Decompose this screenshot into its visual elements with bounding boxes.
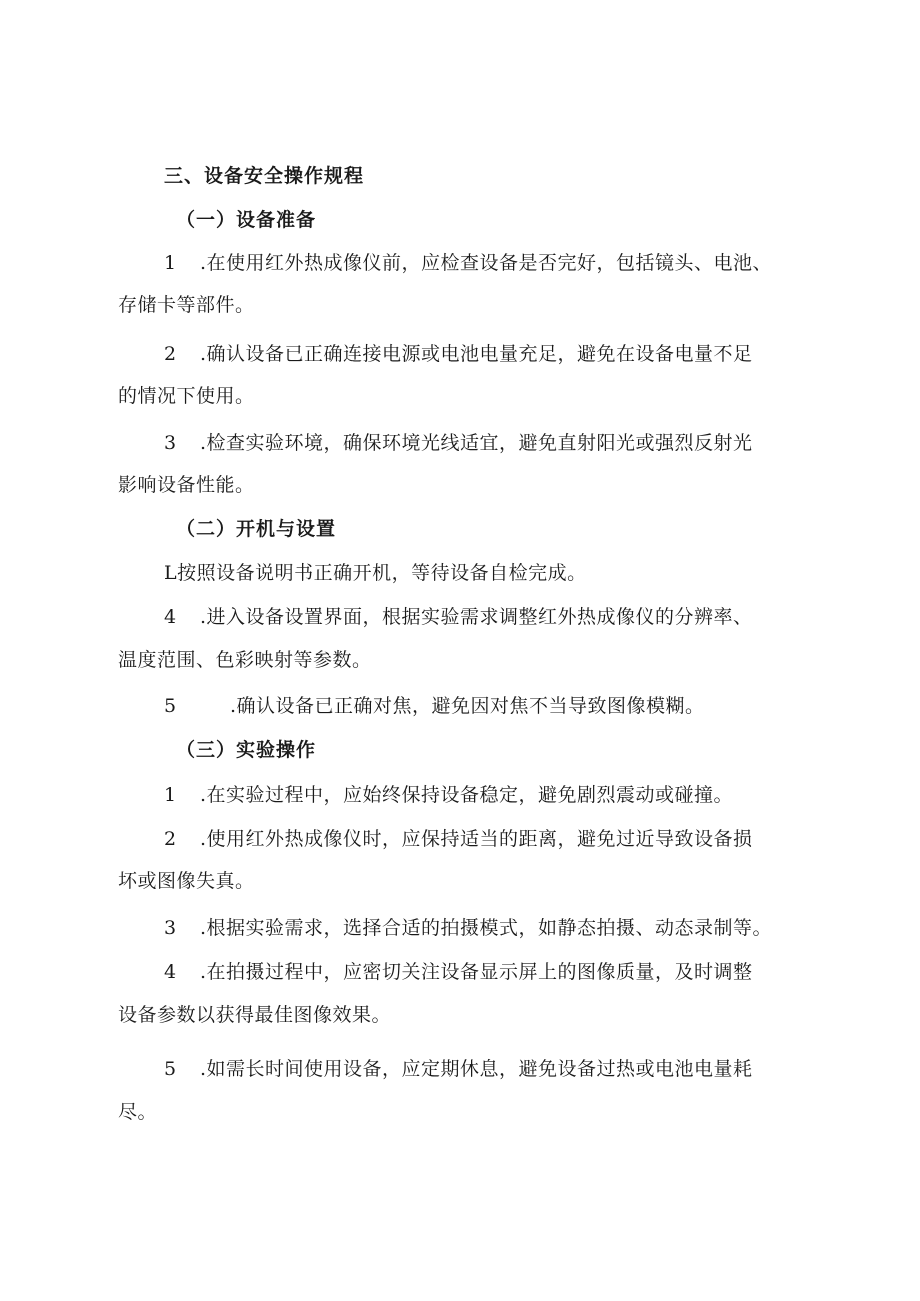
list-item — [164, 251, 772, 275]
item-text: .检查实验环境，确保环境光线适宜，避免直射阳光或强烈反射光 — [200, 432, 753, 454]
item-number: 3 — [164, 432, 177, 454]
item-text: .进入设备设置界面，根据实验需求调整红外热成像仪的分辨率、 — [200, 606, 753, 628]
item-continuation: 的情况下使用。 — [118, 385, 255, 407]
item-continuation: 温度范围、色彩映射等参数。 — [118, 649, 372, 671]
item-text: .使用红外热成像仪时，应保持适当的距离，避免过近导致设备损 — [200, 828, 753, 850]
item-number: 3 — [164, 917, 177, 939]
item-text: .根据实验需求，选择合适的拍摄模式，如静态拍摄、动态录制等。 — [200, 917, 773, 939]
item-number: 4 — [164, 606, 177, 628]
list-item — [164, 916, 772, 940]
list-item — [164, 342, 753, 366]
item-continuation: 尽。 — [118, 1101, 158, 1123]
item-number: 5 — [164, 1058, 177, 1080]
list-item — [164, 561, 587, 585]
item-text: .如需长时间使用设备，应定期休息，避免设备过热或电池电量耗 — [200, 1058, 753, 1080]
subsection-heading: （二）开机与设置 — [176, 518, 337, 540]
item-continuation: 存储卡等部件。 — [118, 294, 255, 316]
item-text: .在拍摄过程中，应密切关注设备显示屏上的图像质量，及时调整 — [200, 961, 753, 983]
subsection-heading: （三）实验操作 — [176, 739, 317, 761]
item-continuation: 影响设备性能。 — [118, 474, 255, 496]
item-text: .在使用红外热成像仪前，应检查设备是否完好，包括镜头、电池、 — [200, 252, 773, 274]
item-number: 1 — [164, 252, 177, 274]
item-text: .确认设备已正确对焦，避免因对焦不当导致图像模糊。 — [230, 695, 705, 717]
subsection-heading: （一）设备准备 — [176, 209, 317, 231]
item-text: .在实验过程中，应始终保持设备稳定，避免剧烈震动或碰撞。 — [200, 784, 734, 806]
item-continuation: 设备参数以获得最佳图像效果。 — [118, 1004, 392, 1026]
item-number: 4 — [164, 961, 177, 983]
list-item — [164, 783, 733, 807]
list-item — [164, 694, 705, 718]
list-item — [164, 431, 753, 455]
item-text: L按照设备说明书正确开机，等待设备自检完成。 — [164, 562, 587, 584]
list-item — [164, 960, 753, 984]
section-title: 三、设备安全操作规程 — [164, 165, 365, 187]
list-item — [164, 605, 753, 629]
item-number: 1 — [164, 784, 177, 806]
item-continuation: 坏或图像失真。 — [118, 870, 255, 892]
item-text: .确认设备已正确连接电源或电池电量充足，避免在设备电量不足 — [200, 343, 753, 365]
item-number: 2 — [164, 343, 177, 365]
list-item — [164, 827, 753, 851]
item-number: 2 — [164, 828, 177, 850]
item-number: 5 — [164, 695, 177, 717]
list-item — [164, 1057, 753, 1081]
